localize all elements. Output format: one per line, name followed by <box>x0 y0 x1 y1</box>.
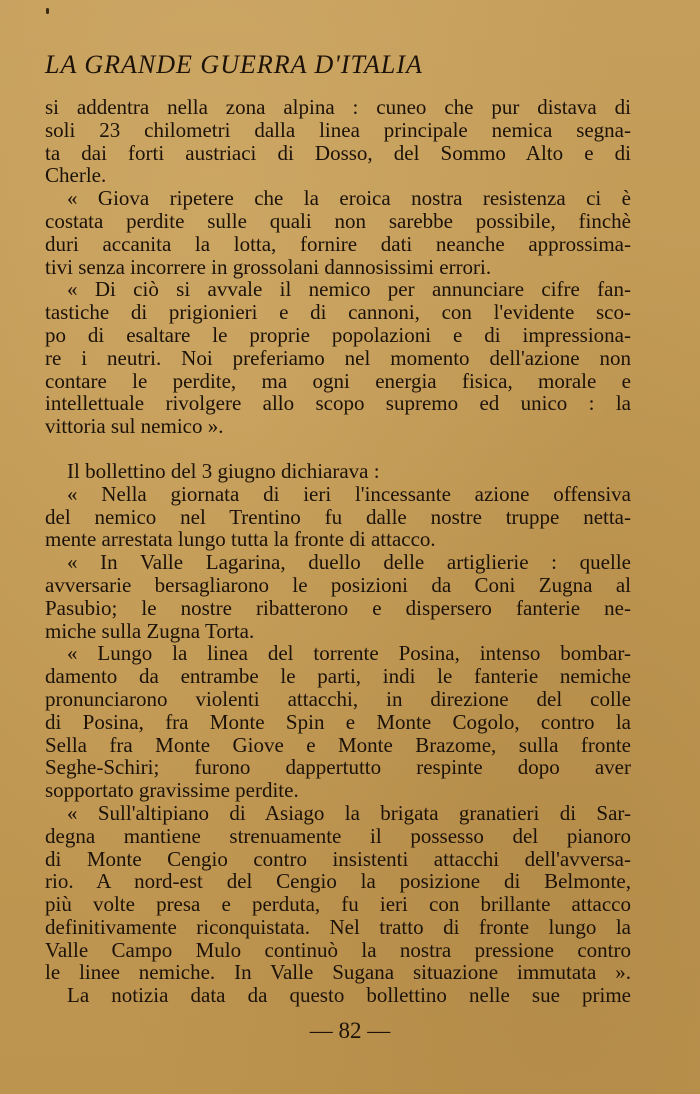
body-text <box>45 96 631 1007</box>
running-header: LA GRANDE GUERRA D'ITALIA <box>45 50 423 79</box>
text-line: rio. A nord-est del Cengio la posizione di Belmonte, <box>45 869 631 894</box>
text-line: più volte presa e perduta, fu ieri con brillante attacco <box>45 892 631 917</box>
text-line: mente arrestata lungo tutta la fronte di attacco. <box>45 527 436 552</box>
text-line: « Nella giornata di ieri l'incessante azione offensiva <box>67 481 631 506</box>
text-line: contare le perdite, ma ogni energia fisica, morale e <box>45 368 631 393</box>
text-line: Il bollettino del 3 giugno dichiarava : <box>67 458 380 483</box>
text-line: avversarie bersagliarono le posizioni da Coni Zugna al <box>45 572 631 597</box>
text-line: definitivamente riconquistata. Nel tratto di fronte lungo la <box>45 914 631 939</box>
text-line: tivi senza incorrere in grossolani dannosissimi errori. <box>45 254 492 279</box>
text-line: Pasubio; le nostre ribatterono e dispersero fanterie ne- <box>45 595 631 620</box>
text-line: del nemico nel Trentino fu dalle nostre truppe netta- <box>45 504 631 529</box>
text-line: « In Valle Lagarina, duello delle artiglierie : quelle <box>67 550 631 575</box>
text-line: degna mantiene strenuamente il possesso del pianoro <box>45 823 631 848</box>
ink-speck <box>46 8 49 14</box>
text-line: intellettuale rivolgere allo scopo supremo ed unico : la <box>45 391 631 416</box>
text-line: duri accanita la lotta, fornire dati neanche approssima- <box>45 231 631 256</box>
text-line: miche sulla Zugna Torta. <box>45 618 255 643</box>
text-line: Seghe-Schiri; furono dappertutto respinte dopo aver <box>45 755 631 780</box>
text-line: « Lungo la linea del torrente Posina, intenso bombar- <box>67 641 631 666</box>
text-line: tastiche di prigionieri e di cannoni, con l'evidente sco- <box>45 300 631 325</box>
text-line: le linee nemiche. In Valle Sugana situazione immutata ». <box>45 960 631 985</box>
text-line: soli 23 chilometri dalla linea principale nemica segna- <box>45 117 631 142</box>
text-line: damento da entrambe le parti, indi le fanterie nemiche <box>45 664 631 689</box>
text-line: La notizia data da questo bollettino nelle sue prime <box>67 983 631 1008</box>
text-line: Cherle. <box>45 163 107 188</box>
text-line: re i neutri. Noi preferiamo nel momento dell'azione non <box>45 345 631 370</box>
text-line: vittoria sul nemico ». <box>45 414 224 439</box>
text-line: « Giova ripetere che la eroica nostra resistenza ci è <box>67 186 631 211</box>
paragraph-gap <box>45 438 631 460</box>
text-line: « Sull'altipiano di Asiago la brigata granatieri di Sar- <box>67 800 631 825</box>
text-line: « Di ciò si avvale il nemico per annunciare cifre fan- <box>67 277 631 302</box>
text-line: Valle Campo Mulo continuò la nostra pressione contro <box>45 937 631 962</box>
text-line: di Monte Cengio contro insistenti attacchi dell'avversa- <box>45 846 631 871</box>
page-number: — 82 — <box>309 1018 391 1043</box>
text-line: di Posina, fra Monte Spin e Monte Cogolo, contro la <box>45 709 631 734</box>
text-line: Sella fra Monte Giove e Monte Brazome, sulla fronte <box>45 732 631 757</box>
text-line: pronunciarono violenti attacchi, in direzione del colle <box>45 686 631 711</box>
text-line: si addentra nella zona alpina : cuneo che pur distava di <box>45 95 631 119</box>
text-line: costata perdite sulle quali non sarebbe possibile, finchè <box>45 208 631 233</box>
text-line: sopportato gravissime perdite. <box>45 778 299 803</box>
text-line: ta dai forti austriaci di Dosso, del Sommo Alto e di <box>45 140 631 165</box>
text-line: po di esaltare le proprie popolazioni e di impressiona- <box>45 322 631 347</box>
